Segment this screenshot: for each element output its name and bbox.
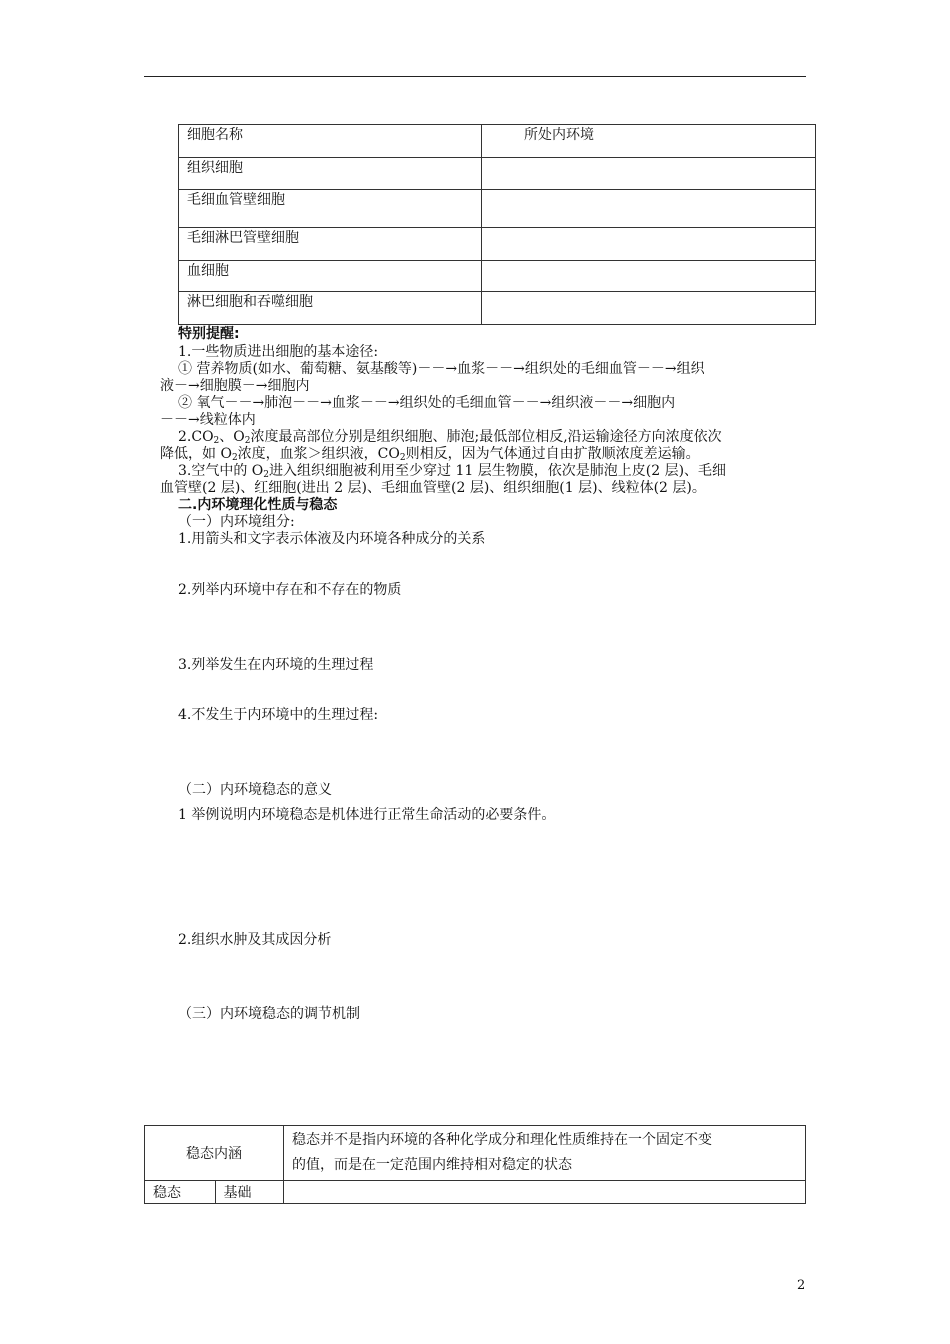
table-cell: 毛细血管壁细胞 (179, 190, 482, 228)
tips-item: ② 氧气－－→肺泡－－→血浆－－→组织处的毛细血管－－→组织液－－→细胞内 (178, 395, 676, 411)
table-cell-text: 的值，而是在一定范围内维持相对稳定的状态 (292, 1157, 572, 1173)
tips-item: 液－→细胞膜－→细胞内 (160, 378, 310, 394)
question-item: 2.列举内环境中存在和不存在的物质 (178, 582, 402, 598)
section-title: 二.内环境理化性质与稳态 (178, 497, 338, 513)
table-cell: 基础 (215, 1181, 283, 1204)
question-item: 4.不发生于内环境中的生理过程: (178, 707, 379, 723)
tips-item: 1.一些物质进出细胞的基本途径: (178, 344, 379, 360)
tips-item: －－→线粒体内 (160, 412, 256, 428)
question-item: 3.列举发生在内环境的生理过程 (178, 657, 374, 673)
table-cell: 稳态内涵 (145, 1126, 284, 1181)
cell-environment-table (178, 124, 816, 325)
table-cell: 毛细淋巴管壁细胞 (179, 228, 482, 261)
subsection-title: （一）内环境组分: (178, 514, 295, 530)
table-header-row (179, 125, 816, 158)
table-cell[interactable] (482, 292, 816, 325)
table-cell[interactable] (482, 228, 816, 261)
header-rule (144, 76, 806, 77)
tips-item: 3.空气中的 $O_2$进入组织细胞被利用至少穿过 11 层生物膜，依次是肺泡上皮(2 层)、毛细 (178, 463, 727, 480)
tips-item: 降低，如 $O_2$浓度，血浆＞组织液，$CO_2$则相反，因为气体通过自由扩散顺浓度差运输。 (160, 446, 700, 463)
table-cell[interactable] (284, 1181, 806, 1204)
table-cell-text: 稳态并不是指内环境的各种化学成分和理化性质维持在一个固定不变 (292, 1132, 712, 1148)
table-cell: 细胞名称 (179, 125, 482, 158)
table-row (179, 228, 816, 261)
page-number: 2 (797, 1278, 806, 1293)
table-row (179, 158, 816, 190)
tips-item: $2.CO_2$、$O_2$浓度最高部位分别是组织细胞、肺泡;最低部位相反,沿运输途径方向浓度依次 (178, 429, 722, 446)
tips-item: 血管壁(2 层)、红细胞(进出 2 层)、毛细血管壁(2 层)、组织细胞(1 层)、线粒体(2 层)。 (160, 480, 706, 496)
homeostasis-table (144, 1125, 806, 1204)
question-item: 1 举例说明内环境稳态是机体进行正常生命活动的必要条件。 (178, 807, 556, 823)
subsection-title: （二）内环境稳态的意义 (178, 782, 332, 798)
table-cell: 血细胞 (179, 261, 482, 292)
table-row (179, 261, 816, 292)
table-row (145, 1181, 806, 1204)
table-cell: 淋巴细胞和吞噬细胞 (179, 292, 482, 325)
table-cell[interactable] (482, 158, 816, 190)
tips-item: ① 营养物质(如水、葡萄糖、氨基酸等)－－→血浆－－→组织处的毛细血管－－→组织 (178, 361, 705, 377)
question-item: 1.用箭头和文字表示体液及内环境各种成分的关系 (178, 531, 486, 547)
table-cell: 组织细胞 (179, 158, 482, 190)
table-row (179, 190, 816, 228)
table-cell: 稳态 (145, 1181, 216, 1204)
table-cell[interactable] (482, 190, 816, 228)
table-row (179, 292, 816, 325)
table-row (145, 1126, 806, 1181)
subsection-title: （三）内环境稳态的调节机制 (178, 1006, 360, 1022)
tips-title: 特别提醒: (178, 326, 240, 342)
table-cell[interactable] (482, 261, 816, 292)
table-cell (284, 1126, 806, 1181)
table-cell: 所处内环境 (482, 125, 816, 158)
question-item: 2.组织水肿及其成因分析 (178, 932, 332, 948)
